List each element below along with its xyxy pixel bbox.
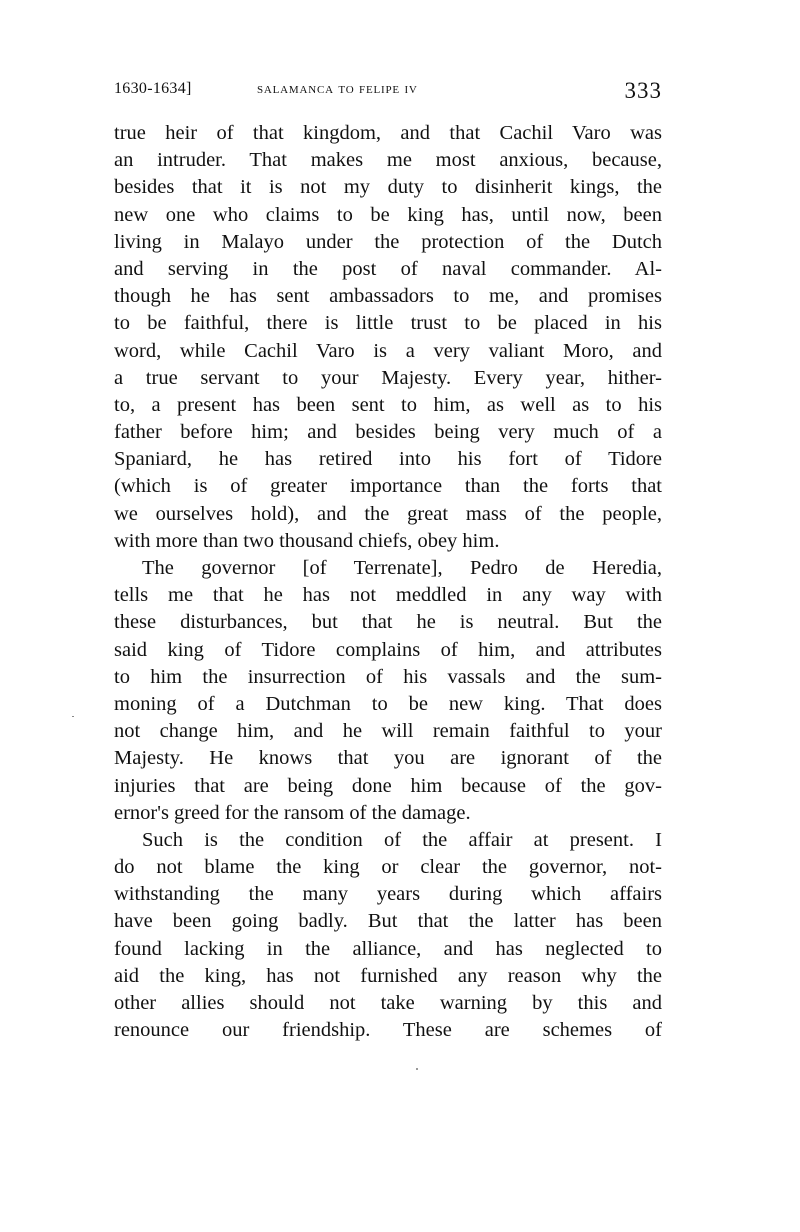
text-line: injuries that are being done him because of the gov- bbox=[114, 774, 662, 797]
text-line: (which is of greater importance than the forts that bbox=[114, 475, 662, 498]
text-line: and serving in the post of naval commander. Al- bbox=[114, 257, 662, 280]
text-line: said king of Tidore complains of him, and attributes bbox=[114, 638, 662, 661]
text-line: we ourselves hold), and the great mass of the people, bbox=[114, 502, 662, 525]
text-line: a true servant to your Majesty. Every year, hither- bbox=[114, 366, 662, 389]
text-line: to him the insurrection of his vassals and the sum- bbox=[114, 665, 662, 688]
text-line: do not blame the king or clear the governor, not- bbox=[114, 856, 662, 879]
text-line: found lacking in the alliance, and has neglected to bbox=[114, 937, 662, 960]
page-number: 333 bbox=[624, 78, 662, 103]
text-line: living in Malayo under the protection of the Dutch bbox=[114, 230, 662, 253]
text-line: to be faithful, there is little trust to be placed in his bbox=[114, 312, 662, 335]
text-line: Majesty. He knows that you are ignorant of the bbox=[114, 747, 662, 770]
text-line: other allies should not take warning by this and bbox=[114, 992, 662, 1014]
print-speck bbox=[72, 716, 74, 717]
text-line: aid the king, has not furnished any reason why the bbox=[114, 964, 662, 987]
text-line: with more than two thousand chiefs, obey him. bbox=[114, 529, 500, 552]
text-line: withstanding the many years during which affairs bbox=[114, 883, 662, 906]
text-line: tells me that he has not meddled in any way with bbox=[114, 584, 662, 607]
text-line: to, a present has been sent to him, as well as to his bbox=[114, 393, 662, 416]
body-text bbox=[114, 120, 662, 1044]
running-head-date-range: 1630-1634] bbox=[114, 80, 192, 97]
text-line: though he has sent ambassadors to me, and promises bbox=[114, 285, 662, 308]
text-line: Spaniard, he has retired into his fort of Tidore bbox=[114, 448, 662, 471]
running-head-title: salamanca to felipe iv bbox=[257, 81, 418, 97]
text-line: not change him, and he will remain faithful to your bbox=[114, 720, 662, 743]
text-line: besides that it is not my duty to disinherit kings, the bbox=[114, 176, 662, 199]
text-line: word, while Cachil Varo is a very valiant Moro, and bbox=[114, 339, 662, 362]
text-line: moning of a Dutchman to be new king. That does bbox=[114, 692, 662, 715]
text-line: an intruder. That makes me most anxious, because, bbox=[114, 149, 662, 172]
text-line: The governor [of Terrenate], Pedro de Heredia, bbox=[142, 557, 662, 579]
text-line: renounce our friendship. These are schemes of bbox=[114, 1019, 662, 1042]
running-head bbox=[114, 78, 662, 104]
text-line: father before him; and besides being very much of a bbox=[114, 421, 662, 444]
text-line: these disturbances, but that he is neutral. But the bbox=[114, 611, 662, 634]
text-line: have been going badly. But that the latter has been bbox=[114, 910, 662, 933]
text-line: ernor's greed for the ransom of the damage. bbox=[114, 801, 471, 824]
text-line: true heir of that kingdom, and that Cachil Varo was bbox=[114, 122, 662, 144]
text-line: Such is the condition of the affair at present. I bbox=[142, 828, 662, 851]
print-speck bbox=[416, 1068, 418, 1070]
text-line: new one who claims to be king has, until now, been bbox=[114, 203, 662, 226]
